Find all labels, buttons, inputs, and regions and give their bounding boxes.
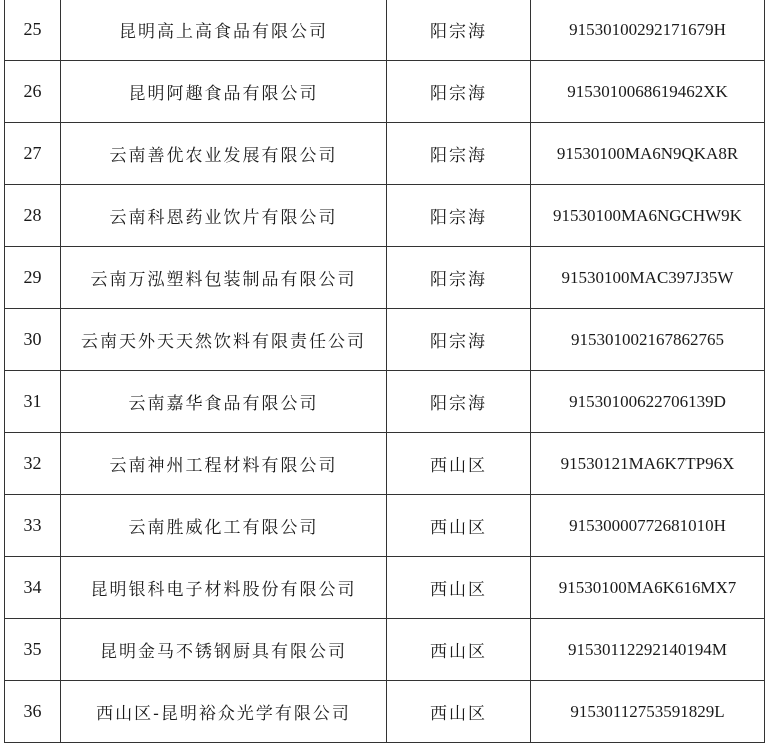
- district: 阳宗海: [387, 0, 531, 61]
- credit-code: 91530100MA6K616MX7: [531, 557, 765, 619]
- credit-code: 91530112292140194M: [531, 619, 765, 681]
- table-row: [5, 247, 765, 309]
- table-row: [5, 681, 765, 743]
- company-name: 云南科恩药业饮片有限公司: [61, 185, 387, 247]
- table-row: [5, 61, 765, 123]
- district: 阳宗海: [387, 309, 531, 371]
- row-number: 30: [5, 309, 61, 371]
- row-number: 25: [5, 0, 61, 61]
- table-row: [5, 123, 765, 185]
- district: 阳宗海: [387, 247, 531, 309]
- table-row: [5, 309, 765, 371]
- row-number: 29: [5, 247, 61, 309]
- row-number: 31: [5, 371, 61, 433]
- table-row: [5, 619, 765, 681]
- credit-code: 91530000772681010H: [531, 495, 765, 557]
- district: 阳宗海: [387, 185, 531, 247]
- company-name: 西山区-昆明裕众光学有限公司: [61, 681, 387, 743]
- credit-code: 91530121MA6K7TP96X: [531, 433, 765, 495]
- district: 西山区: [387, 681, 531, 743]
- district: 阳宗海: [387, 61, 531, 123]
- row-number: 32: [5, 433, 61, 495]
- company-name: 云南嘉华食品有限公司: [61, 371, 387, 433]
- table-row: [5, 557, 765, 619]
- company-table-body: [5, 0, 765, 743]
- credit-code: 91530100292171679H: [531, 0, 765, 61]
- company-name: 昆明银科电子材料股份有限公司: [61, 557, 387, 619]
- table-row: [5, 0, 765, 61]
- row-number: 28: [5, 185, 61, 247]
- district: 阳宗海: [387, 123, 531, 185]
- row-number: 33: [5, 495, 61, 557]
- credit-code: 9153010068619462XK: [531, 61, 765, 123]
- row-number: 27: [5, 123, 61, 185]
- credit-code: 91530100MA6NGCHW9K: [531, 185, 765, 247]
- district: 西山区: [387, 495, 531, 557]
- table-row: [5, 495, 765, 557]
- row-number: 36: [5, 681, 61, 743]
- company-name: 云南天外天天然饮料有限责任公司: [61, 309, 387, 371]
- company-name: 昆明金马不锈钢厨具有限公司: [61, 619, 387, 681]
- row-number: 26: [5, 61, 61, 123]
- row-number: 35: [5, 619, 61, 681]
- company-name: 昆明阿趣食品有限公司: [61, 61, 387, 123]
- table-row: [5, 185, 765, 247]
- company-name: 云南胜威化工有限公司: [61, 495, 387, 557]
- district: 西山区: [387, 557, 531, 619]
- table-row: [5, 371, 765, 433]
- company-name: 云南神州工程材料有限公司: [61, 433, 387, 495]
- company-name: 云南万泓塑料包装制品有限公司: [61, 247, 387, 309]
- company-name: 昆明高上高食品有限公司: [61, 0, 387, 61]
- credit-code: 91530112753591829L: [531, 681, 765, 743]
- company-name: 云南善优农业发展有限公司: [61, 123, 387, 185]
- credit-code: 91530100MAC397J35W: [531, 247, 765, 309]
- credit-code: 91530100622706139D: [531, 371, 765, 433]
- row-number: 34: [5, 557, 61, 619]
- credit-code: 91530100MA6N9QKA8R: [531, 123, 765, 185]
- district: 西山区: [387, 619, 531, 681]
- table-row: [5, 433, 765, 495]
- district: 西山区: [387, 433, 531, 495]
- company-table: [4, 0, 765, 743]
- district: 阳宗海: [387, 371, 531, 433]
- credit-code: 915301002167862765: [531, 309, 765, 371]
